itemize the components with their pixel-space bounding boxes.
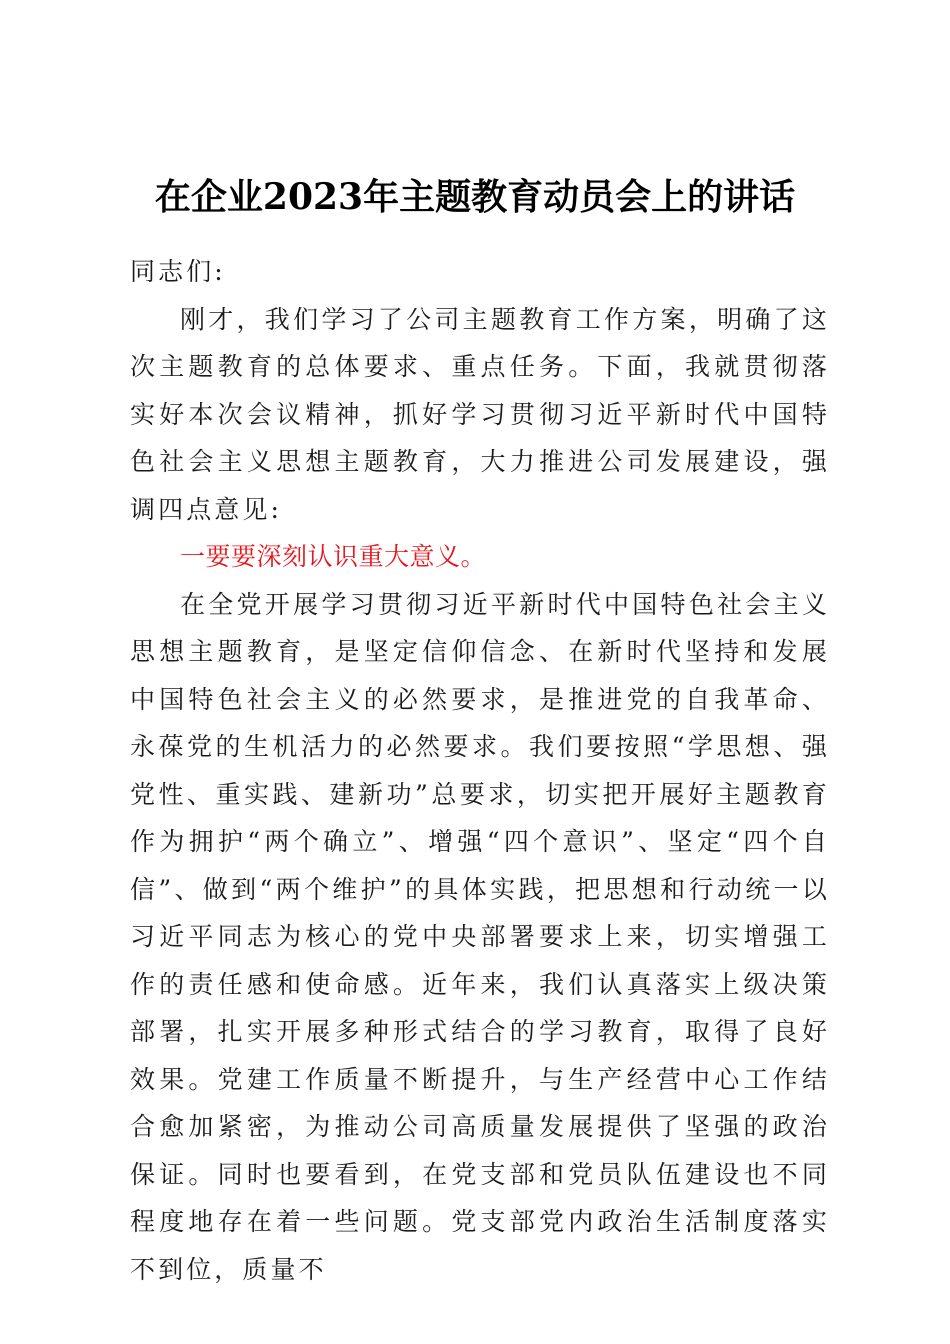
- salutation: 同志们:: [130, 257, 226, 286]
- section-paragraph: 在全党开展学习贯彻习近平新时代中国特色社会主义思想主题教育，是坚定信仰信念、在新时代坚持和发展中国特色社会主义的必然要求，是推进党的自我革命、永葆党的生机活力的必然要求。我们要按照“学思想、强党性、重实践、建新功”总要求，切实把开展好主题教育作为拥护“两个确立”、增强“四个意识”、坚定“四个自信”、做到“两个维护”的具体实践，把思想和行动统一以习近平同志为核心的党中央部署要求上来，切实增强工作的责任感和使命感。近年来，我们认真落实上级决策部署，扎实开展多种形式结合的学习教育，取得了良好效果。党建工作质量不断提升，与生产经营中心工作结合愈加紧密，为推动公司高质量发展提供了坚强的政治保证。同时也要看到，在党支部和党员队伍建设也不同程度地存在着一些问题。党支部党内政治生活制度落实不到位，质量不: [130, 589, 830, 1284]
- document-body: [130, 248, 830, 1293]
- opening-paragraph: 刚才，我们学习了公司主题教育工作方案，明确了这次主题教育的总体要求、重点任务。下面，我就贯彻落实好本次会议精神，抓好学习贯彻习近平新时代中国特色社会主义思想主题教育，大力推进公司发展建设，强调四点意见:: [130, 304, 830, 524]
- section-heading: 一要要深刻认识重大意义。: [180, 542, 487, 571]
- document-title: 在企业2023年主题教育动员会上的讲话: [154, 176, 796, 218]
